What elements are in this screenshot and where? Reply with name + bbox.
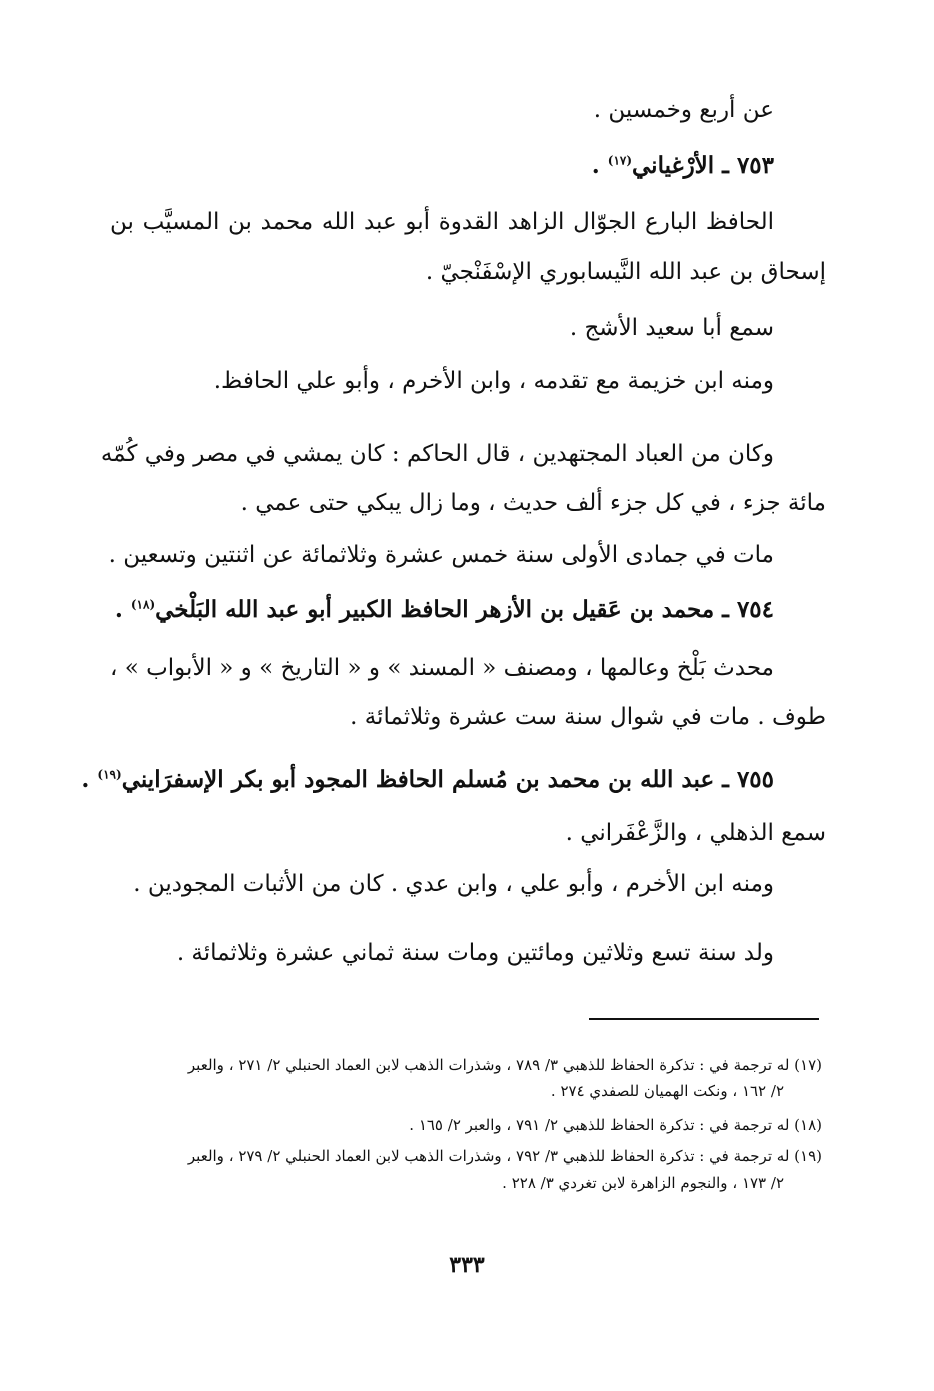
entry-heading-753 [110, 150, 774, 182]
text-line-12: طوف . مات في شوال سنة ست عشرة وثلاثمائة . [350, 704, 826, 730]
entry-755-period: . [81, 766, 90, 793]
footnote-marker-18: (١٨) [130, 597, 156, 612]
entry-755-title: ٧٥٥ ـ عبد الله بن محمد بن مُسلم الحافظ المجود أبو بكر الإسفرَايني [121, 766, 774, 793]
footnote-marker-19: (١٩) [97, 767, 122, 782]
footnote-17-line-2: ٢/ ١٦٢ ، ونكت الهميان للصفدي ٢٧٤ . [550, 1082, 784, 1100]
text-line-3: الحافظ البارع الجوّال الزاهد القدوة أبو عبد الله محمد بن المسيَّب بن [110, 209, 774, 235]
text-line-1: عن أربع وخمسين . [593, 97, 774, 123]
footnote-18-line-1: (١٨) له ترجمة في : تذكرة الحفاظ للذهبي ٢/ ٧٩١ ، والعبر ٢/ ١٦٥ . [409, 1116, 822, 1134]
text-line-14: سمع الذهلي ، والزَّعْفَراني . [565, 820, 826, 846]
entry-753-period: . [591, 152, 600, 179]
footnote-19-line-1: (١٩) له ترجمة في : تذكرة الحفاظ للذهبي ٣/ ٧٩٢ ، وشذرات الذهب لابن العماد الحنبلي ٢/ ٢٧٩ ، والعبر [187, 1147, 822, 1165]
text-line-16: ولد سنة تسع وثلاثين ومائتين ومات سنة ثماني عشرة وثلاثمائة . [176, 940, 774, 966]
entry-heading-755 [81, 764, 774, 796]
footnote-marker-17: (١٧) [607, 153, 633, 168]
text-line-9: مات في جمادى الأولى سنة خمس عشرة وثلاثمائة عن اثنتين وتسعين . [108, 542, 774, 568]
footnote-19-line-2: ٢/ ١٧٣ ، والنجوم الزاهرة لابن تغردي ٣/ ٢٢٨ . [502, 1174, 784, 1192]
entry-753-title: ٧٥٣ ـ الأرْغياني [632, 152, 774, 179]
text-line-6: ومنه ابن خزيمة مع تقدمه ، وابن الأخرم ، وأبو علي الحافظ. [213, 368, 774, 394]
entry-754-period: . [114, 596, 123, 623]
footnote-separator [589, 1018, 819, 1020]
text-line-11: محدث بَلْخ وعالمها ، ومصنف « المسند » و « التاريخ » و « الأبواب » ، [110, 655, 774, 681]
entry-heading-754 [110, 594, 774, 626]
page-number: ٣٣٣ [449, 1252, 485, 1278]
text-line-8: مائة جزء ، في كل جزء ألف حديث ، وما زال يبكي حتى عمي . [240, 490, 826, 516]
entry-754-title: ٧٥٤ ـ محمد بن عَقيل بن الأزهر الحافظ الكبير أبو عبد الله البَلْخي [155, 596, 774, 623]
text-line-5: سمع أبا سعيد الأشج . [569, 315, 774, 341]
text-line-15: ومنه ابن الأخرم ، وأبو علي ، وابن عدي . كان من الأثبات المجودين . [133, 871, 774, 897]
footnote-17-line-1: (١٧) له ترجمة في : تذكرة الحفاظ للذهبي ٣/ ٧٨٩ ، وشذرات الذهب لابن العماد الحنبلي ٢/ ٢٧١ ، والعبر [187, 1056, 822, 1074]
text-line-7: وكان من العباد المجتهدين ، قال الحاكم : كان يمشي في مصر وفي كُمّه [100, 441, 774, 467]
text-line-4: إسحاق بن عبد الله النَّيسابوري الإسْفَنْجيّ . [425, 259, 826, 285]
